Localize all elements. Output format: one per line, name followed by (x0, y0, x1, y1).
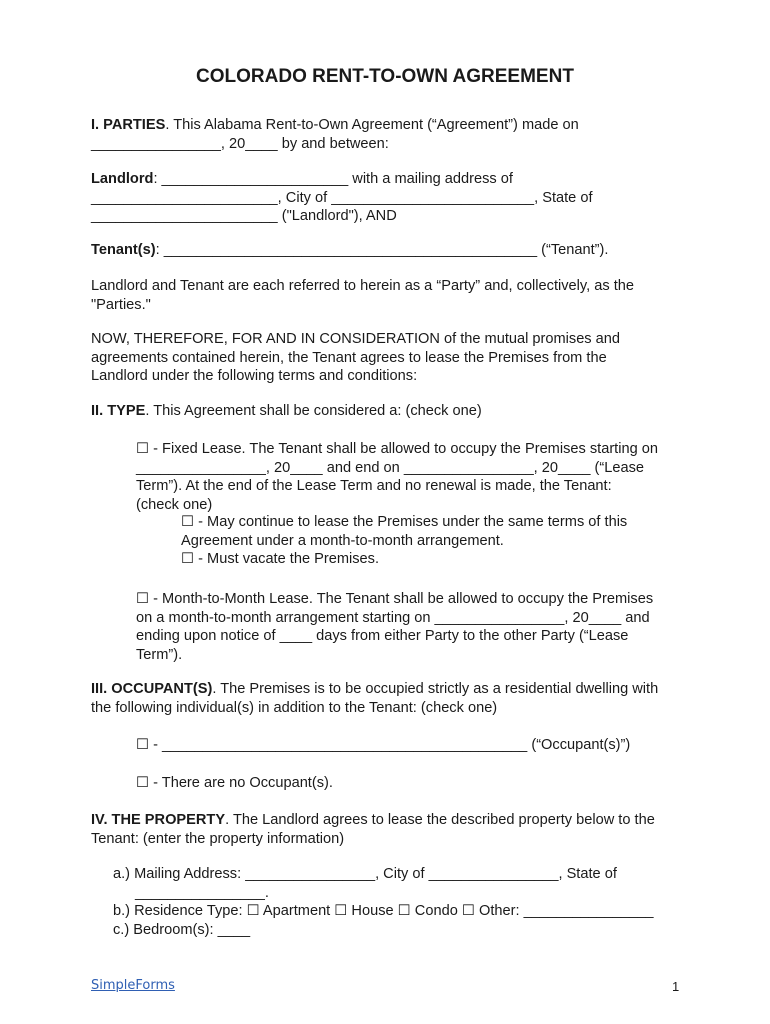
consideration-paragraph (91, 330, 691, 386)
party-definition-paragraph (91, 277, 691, 314)
parties-text-2: ________________, 20____ by and between: (91, 135, 389, 152)
simpleforms-footer-link[interactable]: SimpleForms (91, 978, 175, 993)
continue-lease-option-2: Agreement under a month-to-month arrangement. (181, 532, 504, 549)
fixed-lease-option (136, 440, 696, 514)
consideration-text-1: NOW, THEREFORE, FOR AND IN CONSIDERATION of the mutual promises and (91, 331, 621, 347)
consideration-text-3: Landlord under the following terms and conditions: (91, 368, 418, 384)
property-text-1: . The Landlord agrees to lease the described property below to the (225, 812, 655, 828)
bedrooms-line: c.) Bedroom(s): ____ (113, 921, 251, 938)
month-to-month-option (136, 590, 696, 664)
type-text-1: . This Agreement shall be considered a: (check one) (145, 403, 482, 419)
type-paragraph (91, 402, 691, 421)
landlord-paragraph (91, 170, 691, 226)
occupants-heading: III. OCCUPANT(S) (91, 681, 213, 697)
page-number: 1 (672, 979, 680, 994)
vacate-option: ☐ - Must vacate the Premises. (181, 551, 379, 567)
mailing-address-line-1: a.) Mailing Address: ________________, City of ________________, State of (113, 866, 617, 882)
parties-heading: I. PARTIES (91, 117, 166, 133)
parties-paragraph (91, 116, 691, 153)
month-to-month-text-1: ☐ - Month-to-Month Lease. The Tenant shall be allowed to occupy the Premises (136, 591, 654, 607)
tenant-paragraph (91, 241, 691, 260)
occupants-text-2: the following individual(s) in addition to the Tenant: (check one) (91, 699, 498, 716)
occupants-option-named (136, 736, 696, 755)
landlord-text-1: : _______________________ with a mailing address of (153, 171, 513, 187)
parties-text-1: . This Alabama Rent-to-Own Agreement (“Agreement”) made on (165, 117, 579, 133)
occupants-paragraph (91, 680, 691, 717)
residence-type-line: b.) Residence Type: ☐ Apartment ☐ House ☐ Condo ☐ Other: ________________ (113, 903, 654, 919)
party-definition-text-1: Landlord and Tenant are each referred to herein as a “Party” and, collectively, as the (91, 278, 634, 294)
fixed-lease-text-4: (check one) (136, 496, 213, 513)
landlord-label: Landlord (91, 171, 154, 187)
landlord-text-3: _______________________ ("Landlord"), AND (91, 208, 397, 224)
month-to-month-text-4: Term”). (136, 646, 183, 663)
landlord-text-2: _______________________, City of _________________________, State of (91, 189, 593, 206)
property-details-list (113, 865, 693, 939)
property-heading: IV. THE PROPERTY (91, 812, 226, 828)
fixed-lease-suboptions (181, 513, 701, 569)
continue-lease-option-1: ☐ - May continue to lease the Premises under the same terms of this (181, 514, 628, 530)
fixed-lease-text-3: Term”). At the end of the Lease Term and no renewal is made, the Tenant: (136, 478, 612, 494)
tenant-label: Tenant(s) (91, 242, 156, 258)
occupants-option-none (136, 774, 696, 793)
occupants-option-named-text: ☐ - _____________________________________________ (“Occupant(s)”) (136, 737, 631, 753)
month-to-month-text-2: on a month-to-month arrangement starting on ________________, 20____ and (136, 609, 650, 626)
occupants-option-none-text: ☐ - There are no Occupant(s). (136, 775, 333, 791)
party-definition-text-2: "Parties." (91, 296, 151, 313)
fixed-lease-text-1: ☐ - Fixed Lease. The Tenant shall be allowed to occupy the Premises starting on (136, 441, 658, 457)
type-heading: II. TYPE (91, 403, 146, 419)
month-to-month-text-3: ending upon notice of ____ days from either Party to the other Party (“Lease (136, 628, 629, 644)
mailing-address-line-2: ________________. (135, 884, 269, 901)
consideration-text-2: agreements contained herein, the Tenant agrees to lease the Premises from the (91, 349, 607, 366)
property-text-2: Tenant: (enter the property information) (91, 830, 345, 847)
fixed-lease-text-2: ________________, 20____ and end on ________________, 20____ (“Lease (136, 459, 645, 476)
property-paragraph (91, 811, 691, 848)
tenant-text-1: : ______________________________________________ (“Tenant”). (155, 242, 609, 258)
document-title: COLORADO RENT-TO-OWN AGREEMENT (196, 66, 574, 87)
occupants-text-1: . The Premises is to be occupied strictly as a residential dwelling with (212, 681, 659, 697)
